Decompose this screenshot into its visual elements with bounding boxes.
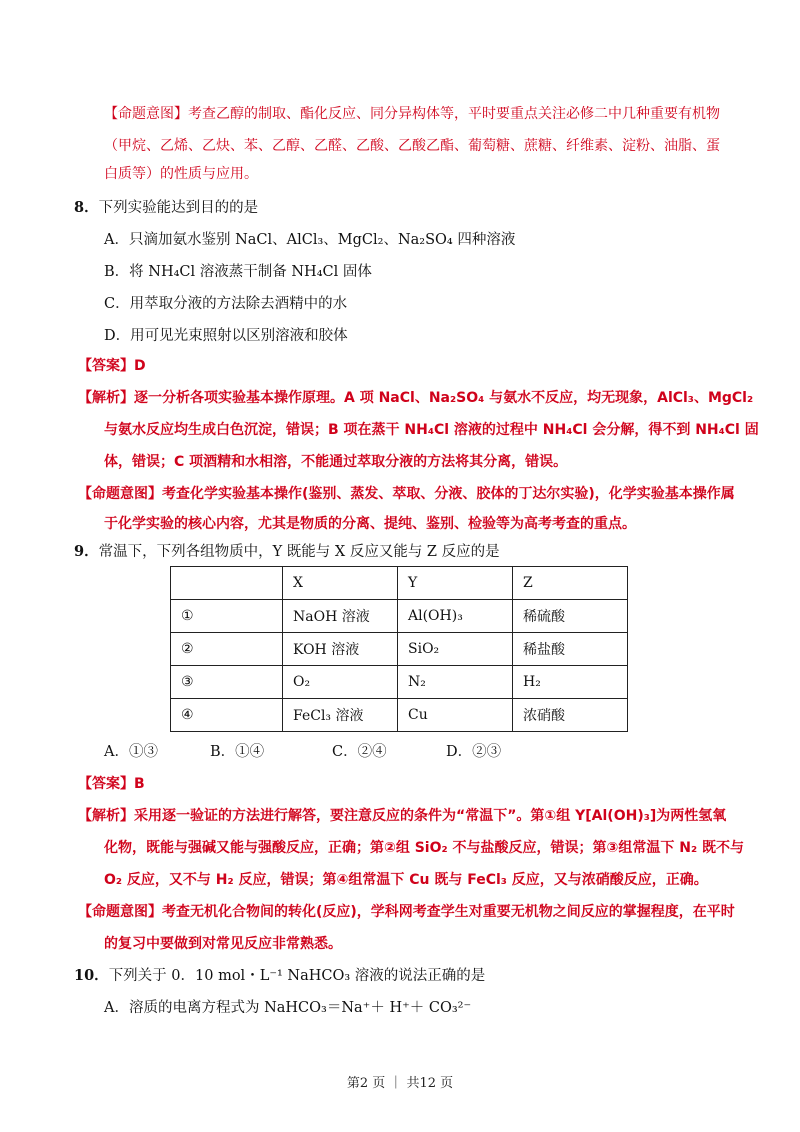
option-b: B．将 NH₄Cl 溶液蒸干制备 NH₄Cl 固体 [104,264,372,280]
table-row [171,666,628,699]
question-9-stem [74,542,500,562]
analysis-line [78,806,726,826]
reaction-table [170,566,628,732]
table-cell: 浓硝酸 [513,699,628,732]
table-cell: ④ [171,699,283,732]
analysis-text: 逐一分析各项实验基本操作原理。A 项 NaCl、Na₂SO₄ 与氨水不反应，均无现象，AlCl₃、MgCl₂ [134,390,754,406]
question-text: 常温下，下列各组物质中，Y 既能与 X 反应又能与 Z 反应的是 [98,544,500,560]
option-d: D．用可见光束照射以区别溶液和胶体 [104,328,348,344]
question-10-stem [74,966,485,986]
table-cell: ① [171,600,283,633]
intent-line [78,484,735,504]
analysis-line: 化物，既能与强碱又能与强酸反应，正确；第②组 SiO₂ 不与盐酸反应，错误；第③组常温下 N₂ 既不与 [104,840,744,856]
table-cell: ③ [171,666,283,699]
table-cell [171,567,283,600]
answer-label: 【答案】D [78,358,146,374]
analysis-line: O₂ 反应，又不与 H₂ 反应，错误；第④组常温下 Cu 既与 FeCl₃ 反应，又与浓硝酸反应，正确。 [104,872,708,888]
table-cell: Z [513,567,628,600]
question-text: 下列实验能达到目的的是 [98,200,259,216]
table-cell: O₂ [283,666,398,699]
table-cell: 稀硫酸 [513,600,628,633]
analysis-text: 采用逐一验证的方法进行解答，要注意反应的条件为“常温下”。第①组 Y[Al(OH)₃]为两性氢氧 [134,808,727,824]
intent-text: 考查无机化合物间的转化(反应)，学科网考查学生对重要无机物之间反应的掌握程度，在平时 [162,904,735,920]
question-number: 10． [74,967,109,984]
table-row [171,633,628,666]
analysis-line: 与氨水反应均生成白色沉淀，错误；B 项在蒸干 NH₄Cl 溶液的过程中 NH₄Cl 会分解，得不到 NH₄Cl 固 [104,422,759,438]
intent-tag: 【命题意图】 [78,904,162,920]
table-cell: ② [171,633,283,666]
intent-line: 【命题意图】考查乙醇的制取、酯化反应、同分异构体等，平时要重点关注必修二中几种重要有机物 [104,106,720,122]
table-cell: N₂ [398,666,513,699]
option-c: C．用萃取分液的方法除去酒精中的水 [104,296,348,312]
table-header-row [171,567,628,600]
intent-line: 的复习中要做到对常见反应非常熟悉。 [104,936,342,952]
page-footer: 第2 页 ｜ 共12 页 [346,1076,454,1091]
choice-d: D．②③ [446,744,502,760]
table-row [171,699,628,732]
question-number: 8． [74,199,99,216]
analysis-tag: 【解析】 [78,390,134,406]
answer-label: 【答案】B [78,776,145,792]
question-text: 下列关于 0．10 mol・L⁻¹ NaHCO₃ 溶液的说法正确的是 [108,968,486,984]
option-a: A．只滴加氨水鉴别 NaCl、AlCl₃、MgCl₂、Na₂SO₄ 四种溶液 [104,232,516,248]
intent-line [78,902,735,922]
intent-line: 于化学实验的核心内容，尤其是物质的分离、提纯、鉴别、检验等为高考考查的重点。 [104,516,636,532]
intent-line: （甲烷、乙烯、乙炔、苯、乙醇、乙醛、乙酸、乙酸乙酯、葡萄糖、蔗糖、纤维素、淀粉、油脂、蛋 [104,138,720,154]
table-cell: Y [398,567,513,600]
intent-text: 考查化学实验基本操作(鉴别、蒸发、萃取、分液、胶体的丁达尔实验)，化学实验基本操作属 [162,486,735,502]
analysis-line: 体，错误；C 项酒精和水相溶，不能通过萃取分液的方法将其分离，错误。 [104,454,568,470]
analysis-tag: 【解析】 [78,808,134,824]
choice-a: A．①③ [104,744,158,760]
table-cell: X [283,567,398,600]
table-row [171,600,628,633]
question-number: 9． [74,543,99,560]
table-cell: H₂ [513,666,628,699]
table-cell: SiO₂ [398,633,513,666]
analysis-line [78,388,753,408]
answer-choices [104,742,501,762]
question-8-stem [74,198,258,218]
table-cell: Al(OH)₃ [398,600,513,633]
choice-c: C．②④ [332,744,387,760]
option-a: A．溶质的电离方程式为 NaHCO₃＝Na⁺＋ H⁺＋ CO₃²⁻ [104,1000,472,1016]
table-cell: KOH 溶液 [283,633,398,666]
intent-line: 白质等）的性质与应用。 [104,166,258,182]
table-cell: NaOH 溶液 [283,600,398,633]
table-cell: 稀盐酸 [513,633,628,666]
choice-b: B．①④ [210,744,265,760]
intent-tag: 【命题意图】 [78,486,162,502]
table-cell: FeCl₃ 溶液 [283,699,398,732]
table-cell: Cu [398,699,513,732]
